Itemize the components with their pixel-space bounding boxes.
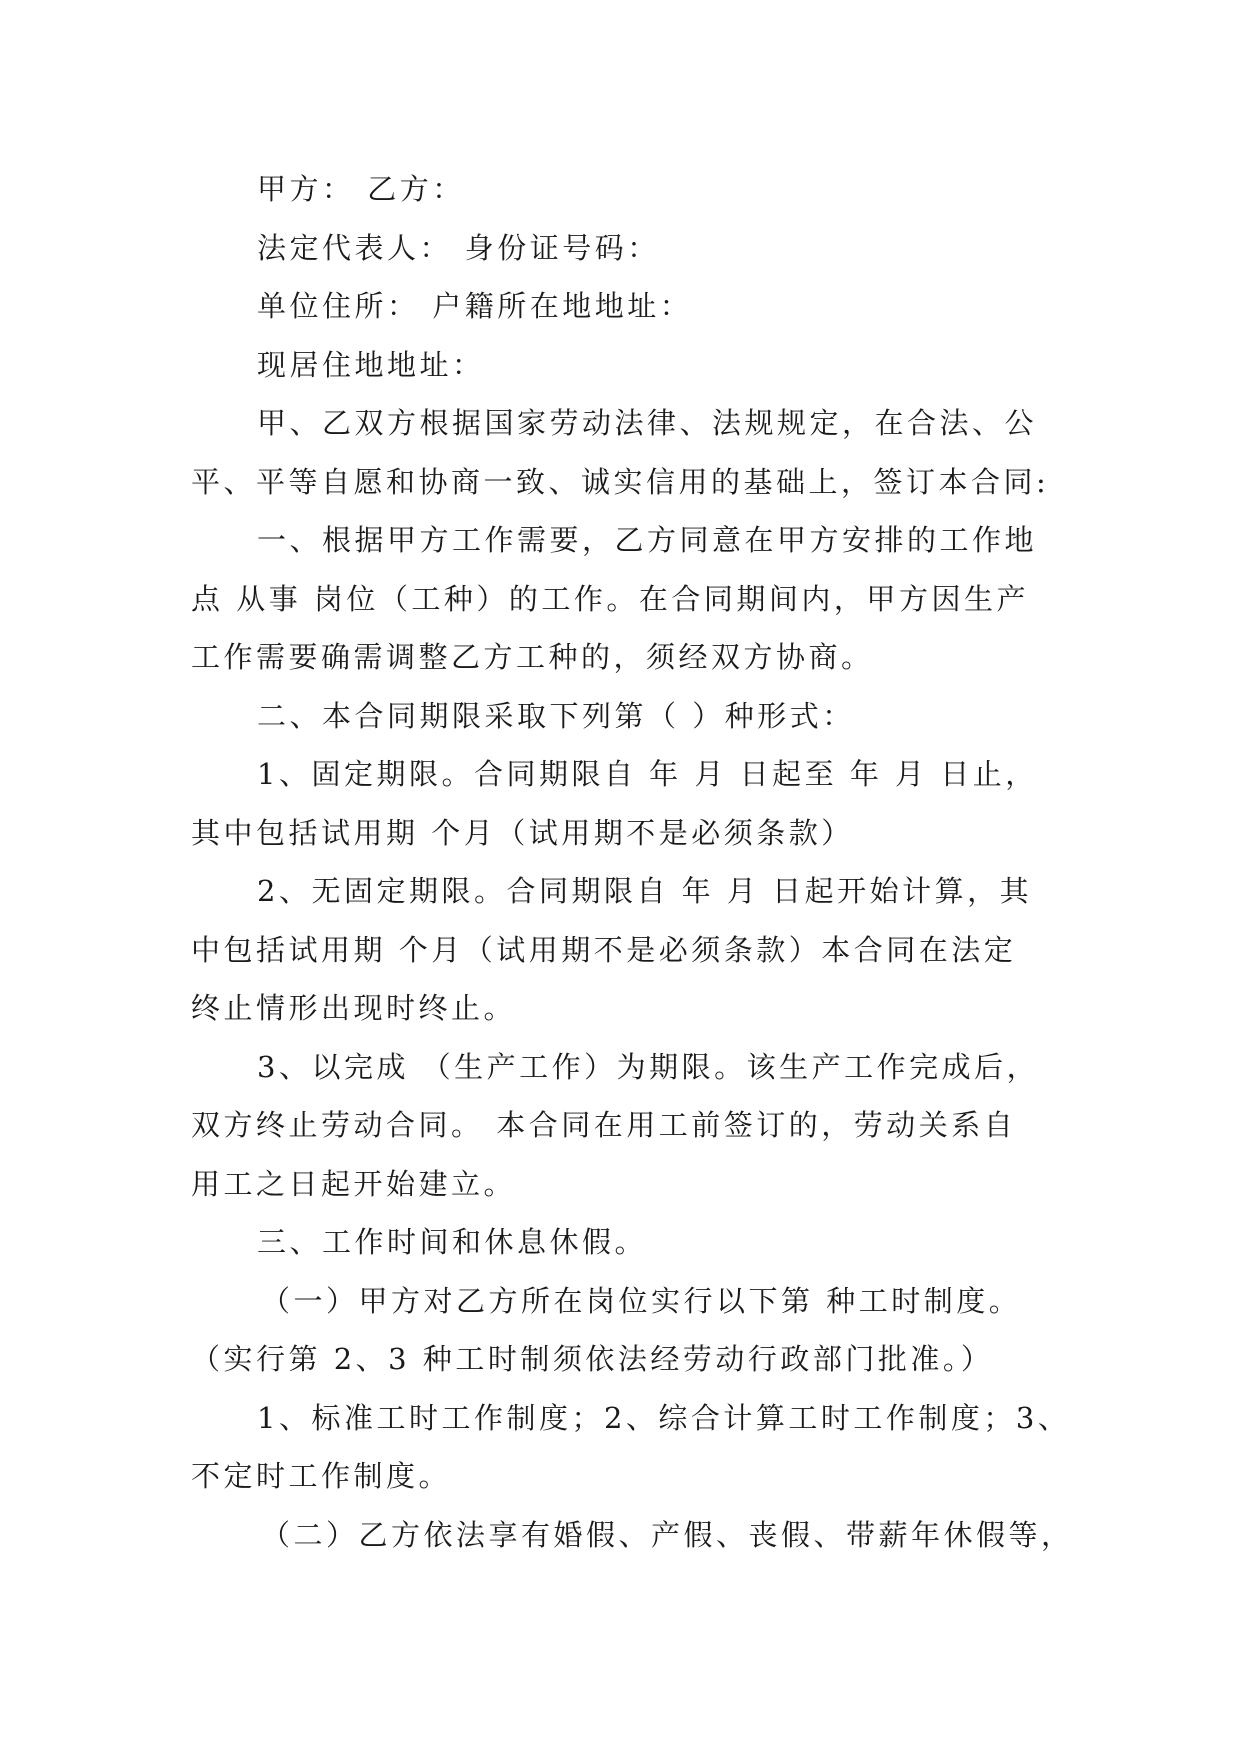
clause-1-line-3: 工作需要确需调整乙方工种的，须经双方协商。 (191, 640, 874, 674)
clause-2-item-1-line-1: 1、固定期限。合同期限自 年 月 日起至 年 月 日止， (257, 757, 1038, 791)
clause-2-item-2-line-3: 终止情形出现时终止。 (191, 991, 517, 1025)
clause-3-options-line-1: 1、标准工时工作制度；2、综合计算工时工作制度；3、 (257, 1400, 1071, 1435)
clause-2-heading: 二、本合同期限采取下列第（ ）种形式： (257, 698, 855, 733)
address-line: 单位住所： 户籍所在地地址： (257, 289, 693, 323)
clause-3-sub-1-line-1: （一）甲方对乙方所在岗位实行以下第 种工时制度。 (261, 1283, 1022, 1318)
clause-2-item-3-line-3: 用工之日起开始建立。 (191, 1166, 517, 1201)
preamble-line-2: 平、平等自愿和协商一致、诚实信用的基础上，签订本合同: (191, 464, 1050, 499)
representative-line: 法定代表人： 身份证号码： (257, 230, 660, 265)
clause-2-item-1-line-2: 其中包括试用期 个月（试用期不是必须条款） (191, 815, 854, 850)
clause-2-item-3-line-2: 双方终止劳动合同。 本合同在用工前签订的，劳动关系自 (191, 1108, 1017, 1142)
contract-body (191, 160, 1074, 1564)
clause-2-item-3-line-1: 3、以完成 （生产工作）为期限。该生产工作完成后， (257, 1049, 1040, 1084)
clause-2-item-2-line-1: 2、无固定期限。合同期限自 年 月 日起开始计算，其 (257, 874, 1033, 908)
clause-3-sub-1-line-2: （实行第 2、3 种工时制须依法经劳动行政部门批准。） (191, 1342, 994, 1376)
clause-1-line-1: 一、根据甲方工作需要，乙方同意在甲方安排的工作地 (257, 523, 1038, 557)
preamble-line-1: 甲、乙双方根据国家劳动法律、法规规定，在合法、公 (257, 406, 1038, 440)
residence-line: 现居住地地址： (257, 347, 485, 382)
clause-3-heading: 三、工作时间和休息休假。 (257, 1225, 648, 1259)
clause-1-line-2: 点 从事 岗位（工种）的工作。在合同期间内，甲方因生产 (191, 581, 1029, 616)
party-line: 甲方： 乙方： (257, 172, 465, 206)
clause-3-options-line-2: 不定时工作制度。 (191, 1459, 452, 1493)
clause-2-item-2-line-2: 中包括试用期 个月（试用期不是必须条款）本合同在法定 (191, 932, 1017, 967)
clause-3-sub-2-line-1: （二）乙方依法享有婚假、产假、丧假、带薪年休假等， (261, 1517, 1074, 1552)
